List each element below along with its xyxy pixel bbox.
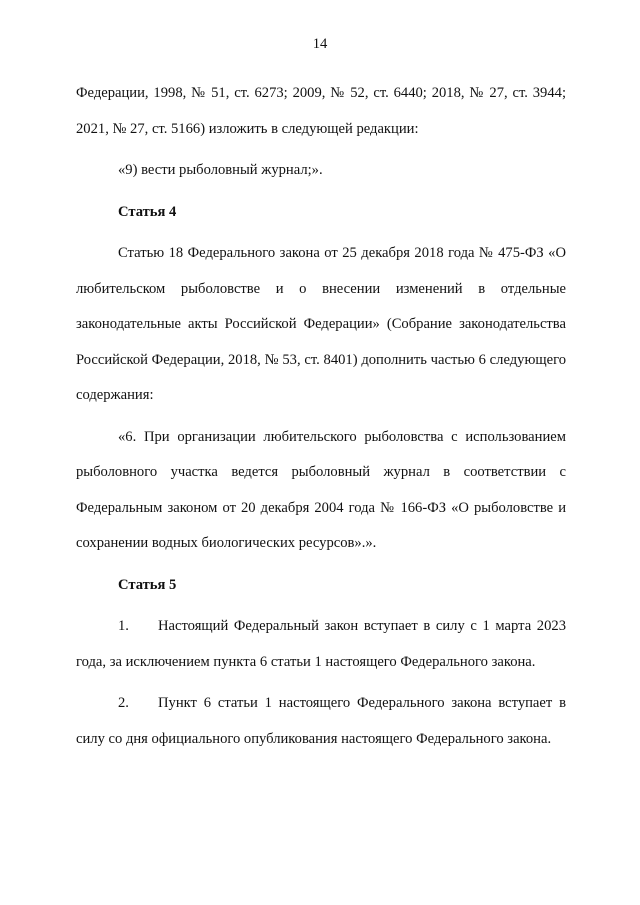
article-5-item-1-number: 1. <box>118 618 129 634</box>
paragraph-amendment-quote: «9) вести рыболовный журнал;». <box>118 162 323 178</box>
article-5-item-2 <box>76 686 566 757</box>
article-4-heading: Статья 4 <box>118 203 177 220</box>
document-body <box>76 76 566 757</box>
paragraph-citation-line-2: 2021, № 27, ст. 5166) изложить в следующей редакции: <box>76 120 419 137</box>
article-5-item-2-number: 2. <box>118 695 129 711</box>
article-5-item-2-text: Пункт 6 статьи 1 настоящего Федерального закона вступает в силу со дня официального опубликования настоящего Федерального закона. <box>76 695 566 747</box>
article-5-heading: Статья 5 <box>118 576 177 593</box>
article-5-item-1 <box>76 609 566 680</box>
article-5-item-1-text: Настоящий Федеральный закон вступает в силу с 1 марта 2023 года, за исключением пункта 6 статьи 1 настоящего Федерального закона. <box>76 618 566 670</box>
page-number: 14 <box>312 36 328 52</box>
paragraph-citation-line-1: Федерации, 1998, № 51, ст. 6273; 2009, № 52, ст. 6440; 2018, № 27, ст. 3944; <box>76 85 566 101</box>
article-4-text: Статью 18 Федерального закона от 25 декабря 2018 года № 475-ФЗ «О любительском рыболовстве и о внесении изменений в отдельные законодательные акты Российской Федерации» (Собрание законодательства Российской Федерации, 2018, № 53, ст. 8401) дополнить частью 6 следующего содержания: <box>76 245 566 403</box>
article-4-quote: «6. При организации любительского рыболовства с использованием рыболовного участка ведется рыболовный журнал в соответствии с Федеральным законом от 20 декабря 2004 года № 166-ФЗ «О рыболовстве и сохранении водных биологических ресурсов».». <box>76 428 566 551</box>
